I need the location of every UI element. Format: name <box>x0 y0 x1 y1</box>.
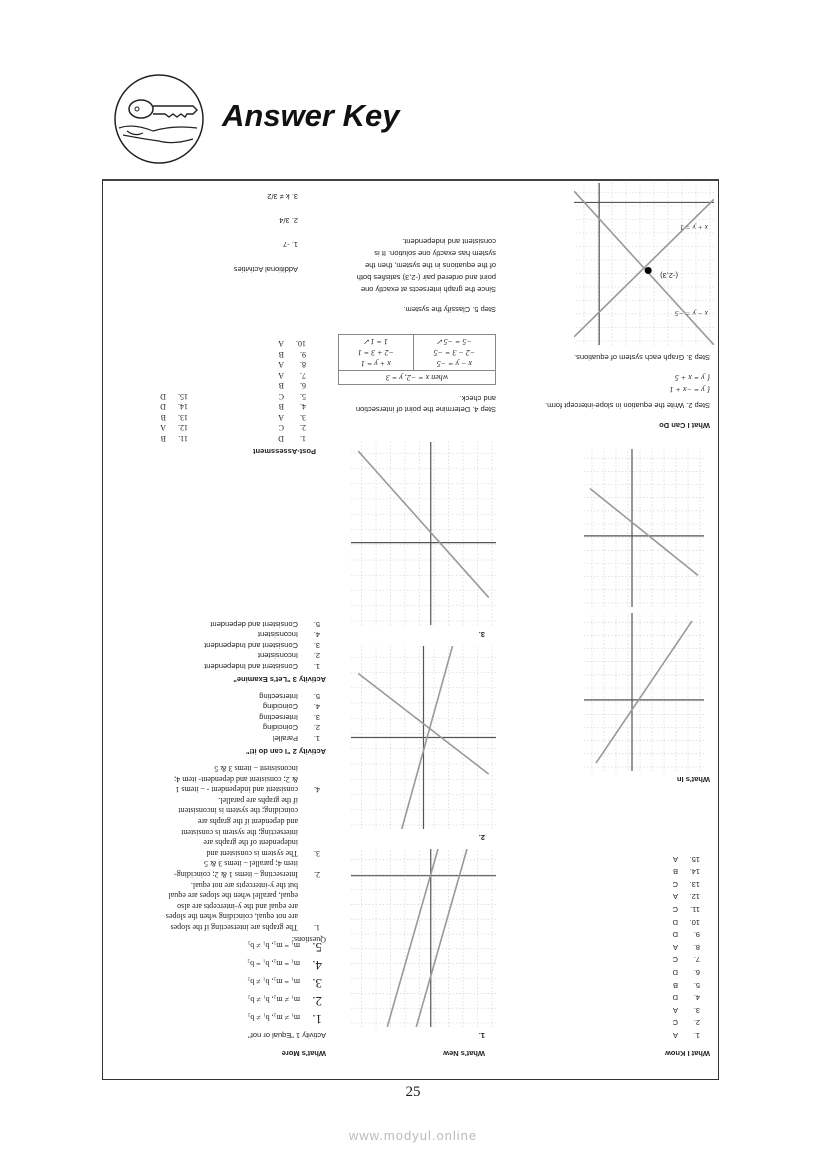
whats-in-graph-2 <box>584 449 704 607</box>
question-line <box>166 805 320 816</box>
item-number: 1. <box>313 662 320 671</box>
item-number: 2. <box>312 994 322 1009</box>
item-answer: C <box>672 879 678 889</box>
item-answer: m₁ = m₂, b₁ = b₂ <box>247 959 300 968</box>
list-item <box>673 877 700 890</box>
list-item <box>160 412 188 423</box>
list-item <box>673 852 700 865</box>
additional-item-1: 1. -7 <box>282 240 298 249</box>
list-item <box>160 422 188 433</box>
item-number: 14. <box>689 867 700 877</box>
list-item <box>278 338 306 349</box>
list-item <box>259 712 320 723</box>
item-answer: B <box>672 980 678 990</box>
post-assessment-col1 <box>278 338 306 443</box>
item-answer: D <box>160 392 166 401</box>
conclusion-line: point and ordered pair (-2,3) satisfies both <box>356 273 496 282</box>
conclusion-line: system has exactly one solution. It is <box>374 249 496 258</box>
item-answer: B <box>278 381 284 391</box>
item-answer: m₁ ≠ m₂, b₁ ≠ b₂ <box>247 1013 300 1022</box>
step5-text: Step 5. Classify the system. <box>403 305 496 314</box>
check-table <box>338 334 496 385</box>
item-number: 7. <box>300 371 306 380</box>
activity1-heading: Activity 1 "Equal or not" <box>248 1031 326 1040</box>
item-number: 4. <box>313 702 320 712</box>
item-number: 5. <box>313 692 320 701</box>
post-assessment-heading: Post-Assessment <box>253 447 316 456</box>
item-answer: B <box>278 402 284 412</box>
item-answer: m₁ ≠ m₂, b₁ ≠ b₂ <box>247 995 300 1004</box>
question-text: equal, parallel when the slopes are equal <box>168 891 298 901</box>
question-text: item 4; parallel – items 3 & 5 <box>204 859 298 869</box>
list-item <box>673 928 700 941</box>
item-answer: Intersecting <box>259 692 298 701</box>
additional-item-2: 2. 3/4 <box>279 216 298 225</box>
list-item <box>673 1003 700 1016</box>
list-item <box>247 955 322 973</box>
equation-system <box>670 371 711 395</box>
list-item <box>278 370 306 381</box>
question-text: & 2; consistent and dependent- item 4; <box>174 774 298 784</box>
check-line: x + y = 1 <box>360 359 391 368</box>
activity2-heading: Activity 2 "I can do it!" <box>245 747 326 756</box>
item-number: 3. <box>313 641 320 650</box>
item-answer: D <box>672 917 678 927</box>
list-item <box>278 349 306 360</box>
item-number: 2. <box>313 651 320 661</box>
item-number: 2. <box>300 423 306 433</box>
page-title: Answer Key <box>222 98 400 133</box>
item-answer: A <box>672 892 678 902</box>
item-answer: Inconsistent <box>257 651 298 661</box>
rotated-answer-content <box>103 181 718 1079</box>
item-number: 2. <box>693 1018 700 1028</box>
item-number: 4. <box>300 402 306 412</box>
activity2-list <box>259 691 320 744</box>
list-item <box>259 691 320 702</box>
item-number: 4. <box>313 630 320 640</box>
check-line: −5 = −5✓ <box>436 337 472 346</box>
item-number: 3. <box>312 976 322 991</box>
item-answer: Consistent and Independent <box>204 641 298 650</box>
item-number: 5. <box>312 940 322 955</box>
activity3-list <box>204 619 320 672</box>
list-item <box>204 629 320 640</box>
graph-1-label: 1. <box>478 1031 485 1040</box>
step3-text: Step 3. Graph each system of equations. <box>574 353 710 362</box>
check-line: x − y = −5 <box>436 359 473 368</box>
item-number: 1. <box>312 1012 322 1027</box>
question-line <box>166 890 320 901</box>
item-answer: Consistent and Independent <box>204 662 298 671</box>
graph-line <box>590 489 698 576</box>
question-text: independent of the graphs are <box>203 838 298 848</box>
graph-3-label: 3. <box>478 630 485 639</box>
list-item <box>204 619 320 630</box>
item-answer: Consistent and dependent <box>210 620 298 629</box>
list-item <box>278 412 306 423</box>
list-item <box>673 953 700 966</box>
watermark: www.modyul.online <box>348 1128 478 1143</box>
conclusion-text <box>326 235 496 295</box>
question-text: and dependent if the graphs are <box>197 817 298 827</box>
list-item <box>204 640 320 651</box>
question-line <box>166 794 320 805</box>
list-item <box>673 965 700 978</box>
item-answer: Inconsistent <box>257 630 298 640</box>
what-i-know-heading: What I Know <box>665 1049 710 1058</box>
questions-label: Questions: <box>291 935 326 944</box>
question-text: but the y-intercepts are not equal. <box>190 880 298 890</box>
item-answer: B <box>160 434 166 443</box>
question-number: 1. <box>314 923 320 932</box>
step3-graph <box>574 183 714 345</box>
item-number: 4. <box>312 958 322 973</box>
item-answer: D <box>278 434 284 443</box>
item-number: 12. <box>178 423 188 433</box>
graph-line <box>358 451 489 597</box>
list-item <box>259 701 320 712</box>
item-answer: A <box>672 1005 678 1015</box>
item-answer: B <box>160 413 166 422</box>
intersection-point-label: (-2,3) <box>660 271 678 280</box>
question-number: 4. <box>314 785 320 795</box>
conclusion-line: of the equations in the system, then the <box>365 261 496 270</box>
item-number: 4. <box>693 993 700 1003</box>
question-line <box>166 879 320 890</box>
item-number: 7. <box>693 955 700 965</box>
answer-key-box <box>102 179 719 1080</box>
question-text: consistent and independent - – items 1 <box>175 785 298 795</box>
item-number: 11. <box>690 905 700 915</box>
item-answer: B <box>278 350 284 359</box>
item-answer: D <box>672 930 678 940</box>
equation-2-row: { y = x + 5 <box>674 373 710 382</box>
line-label-x-plus-y: x + y = 1 <box>679 223 708 232</box>
item-answer: A <box>672 1031 678 1040</box>
whats-in-graph-1 <box>584 613 704 771</box>
item-answer: D <box>672 993 678 1003</box>
item-answer: B <box>672 867 678 877</box>
list-item <box>160 433 188 444</box>
item-answer: Coinciding <box>262 702 298 712</box>
question-text: intersecting; the system is consistent <box>181 827 298 837</box>
activity1-list <box>247 937 322 1027</box>
list-item <box>673 991 700 1004</box>
check-line: −2 + 3 = 1 <box>357 348 394 357</box>
questions-list <box>166 763 320 933</box>
question-text: are equal and the y-intercepts are also <box>177 901 298 911</box>
question-line <box>166 911 320 922</box>
item-answer: Intersecting <box>259 713 298 722</box>
key-in-hand-icon <box>113 73 205 165</box>
post-assessment-col2 <box>160 391 188 444</box>
check-header: when x = −2, y = 3 <box>339 371 496 385</box>
question-line <box>166 921 320 932</box>
check-left <box>413 335 495 371</box>
list-item <box>247 991 322 1009</box>
item-answer: A <box>160 423 166 433</box>
check-line: −2 − 3 = −5 <box>433 348 476 357</box>
item-number: 2. <box>313 723 320 733</box>
question-line <box>166 900 320 911</box>
list-item <box>204 661 320 672</box>
question-text: are not equal, coinciding when the slopes <box>165 912 298 922</box>
whats-new-graph-3 <box>351 442 496 625</box>
item-number: 14. <box>178 402 188 412</box>
whats-in-heading: What's In <box>676 775 710 784</box>
item-number: 10. <box>296 339 306 349</box>
list-item <box>278 380 306 391</box>
item-number: 1. <box>313 734 320 743</box>
item-number: 5. <box>693 980 700 990</box>
item-answer: Coinciding <box>262 723 298 733</box>
item-answer: m₁ = m₂, b₁ ≠ b₂ <box>247 941 300 950</box>
item-number: 11. <box>178 434 188 443</box>
item-answer: D <box>672 968 678 978</box>
conclusion-line: Since the graph intersects at exactly one <box>360 285 496 294</box>
intersection-point <box>645 267 652 274</box>
list-item <box>673 890 700 903</box>
list-item <box>278 359 306 370</box>
list-item <box>673 940 700 953</box>
question-text: if the graphs are parallel. <box>218 795 298 805</box>
check-line: 1 = 1✓ <box>363 337 388 346</box>
list-item <box>673 978 700 991</box>
activity3-heading: Activity 3 "Let's Examine" <box>233 675 326 684</box>
page-number: 25 <box>405 1084 421 1100</box>
additional-item-3: 3. k ≠ 3/2 <box>267 192 298 201</box>
item-answer: A <box>278 339 284 349</box>
item-number: 8. <box>300 360 306 370</box>
line-label-x-minus-y: x − y = −5 <box>674 309 708 318</box>
item-number: 13. <box>178 413 188 422</box>
equation-1-row: { y = −x + 1 <box>669 385 710 394</box>
item-number: 1. <box>693 1031 700 1040</box>
step4-text: Step 4. Determine the point of intersection and check. <box>355 394 496 414</box>
equation-1: y = −x + 1 <box>669 385 705 394</box>
question-line <box>166 773 320 784</box>
question-text: Intersecting – items 1 & 2; coinciding- <box>174 870 298 880</box>
equation-2: y = x + 5 <box>674 373 705 382</box>
item-answer: C <box>278 392 284 401</box>
question-text: inconsistent – items 3 & 5 <box>214 764 298 774</box>
item-number: 9. <box>693 930 700 940</box>
list-item <box>278 433 306 444</box>
item-answer: m₁ = m₂, b₁ ≠ b₂ <box>247 977 300 986</box>
item-answer: A <box>278 371 284 380</box>
item-answer: C <box>672 1018 678 1028</box>
item-answer: A <box>278 360 284 370</box>
list-item <box>278 401 306 412</box>
item-answer: C <box>672 905 678 915</box>
list-item <box>247 973 322 991</box>
question-line <box>166 858 320 869</box>
list-item <box>278 422 306 433</box>
question-text: coinciding; the system is inconsistent <box>178 806 298 816</box>
list-item <box>204 650 320 661</box>
question-number: 2. <box>314 870 320 880</box>
list-item <box>247 1009 322 1027</box>
question-line <box>166 826 320 837</box>
question-number: 3. <box>314 848 320 858</box>
item-number: 3. <box>300 413 306 422</box>
item-number: 5. <box>300 392 306 401</box>
whats-new-graph-2 <box>351 646 496 829</box>
item-number: 15. <box>178 392 188 401</box>
additional-activities-heading: Additional Activities <box>233 265 298 274</box>
item-answer: A <box>672 942 678 952</box>
item-number: 9. <box>300 350 306 359</box>
item-answer: D <box>160 402 166 412</box>
item-number: 3. <box>313 713 320 722</box>
item-number: 8. <box>693 942 700 952</box>
item-answer: A <box>278 413 284 422</box>
list-item <box>259 733 320 744</box>
item-answer: C <box>672 955 678 965</box>
whats-more-heading: What's More <box>281 1049 326 1058</box>
list-item <box>673 915 700 928</box>
question-line <box>166 763 320 774</box>
question-line <box>166 784 320 795</box>
list-item <box>673 1028 700 1041</box>
what-i-can-do-heading: What I Can Do <box>659 421 710 430</box>
list-item <box>160 401 188 412</box>
item-answer: C <box>278 423 284 433</box>
item-number: 12. <box>689 892 700 902</box>
list-item <box>259 722 320 733</box>
conclusion-line: consistent and independent. <box>402 237 496 246</box>
question-line <box>166 868 320 879</box>
question-line <box>166 837 320 848</box>
list-item <box>278 391 306 402</box>
item-number: 3. <box>693 1005 700 1015</box>
item-number: 10. <box>689 917 700 927</box>
item-number: 13. <box>689 879 700 889</box>
list-item <box>673 902 700 915</box>
question-line <box>166 847 320 858</box>
graph-2-label: 2. <box>478 833 485 842</box>
question-text: The system is consistent and <box>206 848 298 858</box>
item-answer: Parallel <box>272 734 298 743</box>
item-number: 5. <box>313 620 320 629</box>
whats-new-graph-1 <box>351 849 496 1027</box>
list-item <box>673 1016 700 1029</box>
list-item <box>160 391 188 402</box>
step2-text: Step 2. Write the equation in slope-intercept form. <box>545 401 710 410</box>
list-item <box>673 865 700 878</box>
check-right <box>339 335 414 371</box>
question-line <box>166 815 320 826</box>
item-number: 1. <box>300 434 306 443</box>
graph-line <box>596 621 692 763</box>
question-text: The graphs are intersecting if the slopes <box>170 923 298 932</box>
what-i-know-list <box>673 852 700 1041</box>
item-number: 15. <box>689 854 700 864</box>
item-number: 6. <box>693 968 700 978</box>
whats-new-heading: What's New <box>443 1049 485 1058</box>
item-number: 6. <box>300 381 306 391</box>
item-answer: A <box>672 854 678 864</box>
